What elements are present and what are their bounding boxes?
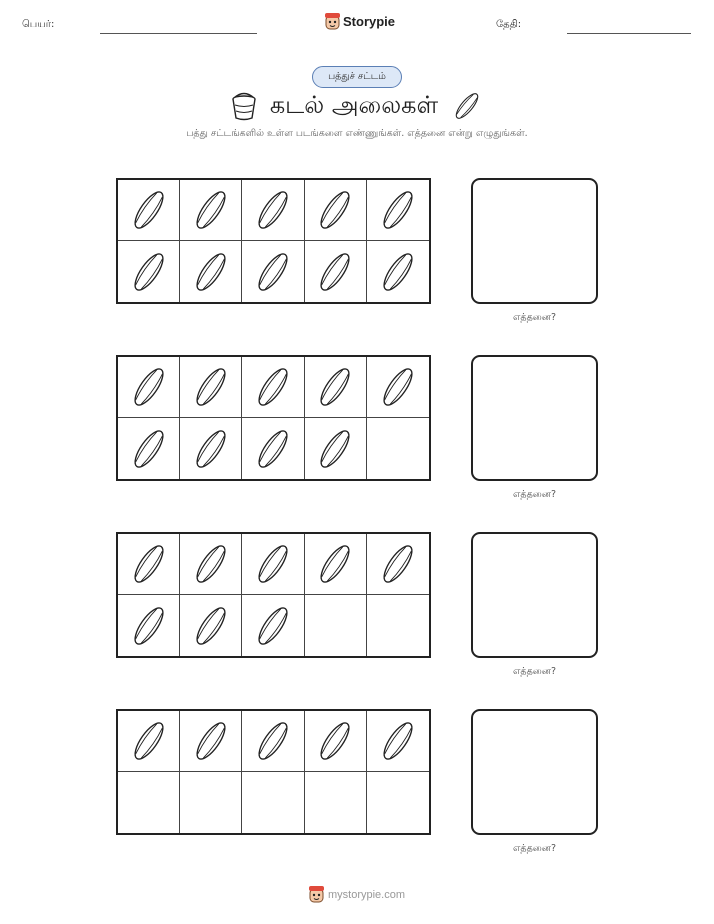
- frame-cell: [305, 595, 367, 656]
- surfboard-icon: [188, 424, 234, 474]
- frame-cell: [305, 772, 367, 833]
- ten-frame-1: [116, 178, 431, 304]
- question-label-4: எத்தனை?: [512, 843, 557, 854]
- frame-cell: [367, 241, 429, 302]
- frame-cell: [180, 241, 242, 302]
- brand-logo: [325, 13, 395, 30]
- page-title: கடல் அலைகள்: [269, 90, 439, 119]
- surfboard-icon: [250, 362, 296, 412]
- frame-cell: [367, 534, 429, 595]
- surfboard-icon: [126, 601, 172, 651]
- frame-cell: [180, 357, 242, 418]
- surfboard-icon: [188, 601, 234, 651]
- surfboard-icon: [375, 716, 421, 766]
- surfboard-icon: [250, 539, 296, 589]
- ten-frame-3: [116, 532, 431, 658]
- frame-cell: [118, 711, 180, 772]
- surfboard-icon: [312, 539, 358, 589]
- frame-cell: [305, 180, 367, 241]
- date-write-line[interactable]: [567, 33, 691, 34]
- frame-cell: [367, 180, 429, 241]
- bucket-icon: [230, 91, 258, 121]
- frame-cell: [180, 595, 242, 656]
- question-label-1: எத்தனை?: [512, 312, 557, 323]
- surfboard-icon: [126, 716, 172, 766]
- frame-cell: [118, 357, 180, 418]
- name-label: பெயர்:: [22, 19, 55, 30]
- frame-cell: [242, 711, 304, 772]
- answer-box-4[interactable]: [471, 709, 598, 835]
- brand-name: Storypie: [343, 14, 396, 29]
- footer-url[interactable]: mystorypie.com: [327, 888, 406, 901]
- surfboard-icon: [250, 424, 296, 474]
- frame-cell: [305, 711, 367, 772]
- storypie-mascot-icon: [309, 886, 324, 903]
- surfboard-icon: [188, 247, 234, 297]
- question-label-3: எத்தனை?: [512, 666, 557, 677]
- frame-cell: [242, 772, 304, 833]
- storypie-mascot-icon: [325, 13, 340, 30]
- surfboard-icon: [188, 362, 234, 412]
- surfboard-icon: [312, 247, 358, 297]
- name-write-line[interactable]: [100, 33, 257, 34]
- frame-cell: [118, 180, 180, 241]
- frame-cell: [367, 595, 429, 656]
- instructions: பத்து சட்டங்களில் உள்ள படங்களை எண்ணுங்கள். எத்தனை என்று எழுதுங்கள்.: [186, 128, 528, 139]
- surfboard-icon: [375, 539, 421, 589]
- surfboard-icon: [188, 539, 234, 589]
- ten-frame-2: [116, 355, 431, 481]
- frame-cell: [242, 180, 304, 241]
- frame-cell: [305, 357, 367, 418]
- surfboard-icon: [126, 362, 172, 412]
- title-row: [0, 88, 714, 124]
- surfboard-icon: [312, 185, 358, 235]
- question-label-2: எத்தனை?: [512, 489, 557, 500]
- surfboard-icon: [188, 185, 234, 235]
- surfboard-icon: [375, 362, 421, 412]
- surfboard-icon: [450, 89, 484, 123]
- surfboard-icon: [126, 247, 172, 297]
- frame-cell: [367, 711, 429, 772]
- frame-cell: [367, 357, 429, 418]
- frame-cell: [180, 180, 242, 241]
- surfboard-icon: [375, 185, 421, 235]
- surfboard-icon: [312, 362, 358, 412]
- surfboard-icon: [126, 539, 172, 589]
- answer-box-1[interactable]: [471, 178, 598, 304]
- frame-cell: [118, 772, 180, 833]
- frame-cell: [118, 418, 180, 479]
- topic-pill: பத்துச் சட்டம்: [312, 66, 402, 88]
- frame-cell: [180, 711, 242, 772]
- frame-cell: [367, 772, 429, 833]
- frame-cell: [305, 534, 367, 595]
- surfboard-icon: [250, 601, 296, 651]
- frame-cell: [118, 534, 180, 595]
- frame-cell: [180, 418, 242, 479]
- answer-box-2[interactable]: [471, 355, 598, 481]
- surfboard-icon: [375, 247, 421, 297]
- footer: [0, 886, 714, 903]
- frame-cell: [242, 241, 304, 302]
- frame-cell: [118, 595, 180, 656]
- frame-cell: [305, 241, 367, 302]
- surfboard-icon: [250, 716, 296, 766]
- frame-cell: [242, 534, 304, 595]
- surfboard-icon: [126, 185, 172, 235]
- answer-box-3[interactable]: [471, 532, 598, 658]
- date-label: தேதி:: [496, 19, 522, 30]
- frame-cell: [242, 418, 304, 479]
- frame-cell: [118, 241, 180, 302]
- surfboard-icon: [250, 185, 296, 235]
- ten-frame-4: [116, 709, 431, 835]
- frame-cell: [305, 418, 367, 479]
- surfboard-icon: [312, 716, 358, 766]
- surfboard-icon: [312, 424, 358, 474]
- frame-cell: [242, 357, 304, 418]
- surfboard-icon: [126, 424, 172, 474]
- frame-cell: [180, 772, 242, 833]
- frame-cell: [367, 418, 429, 479]
- frame-cell: [180, 534, 242, 595]
- surfboard-icon: [188, 716, 234, 766]
- surfboard-icon: [250, 247, 296, 297]
- frame-cell: [242, 595, 304, 656]
